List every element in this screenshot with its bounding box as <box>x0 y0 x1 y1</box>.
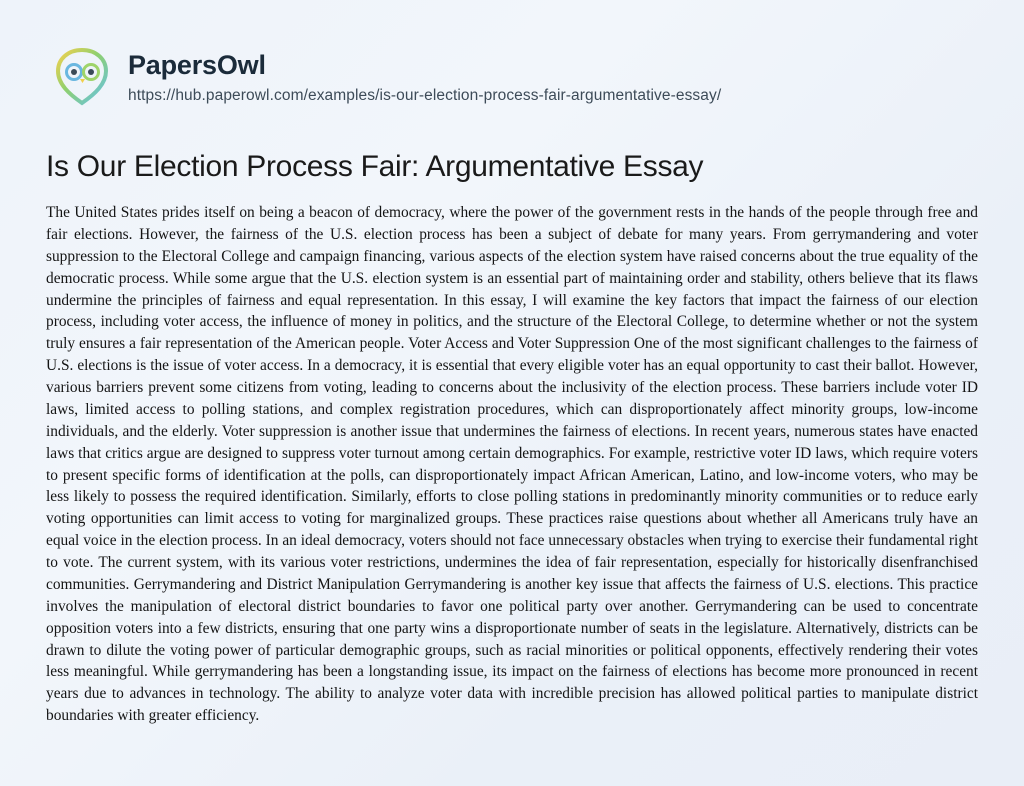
owl-logo-icon <box>50 44 114 108</box>
essay-body: The United States prides itself on being a beacon of democracy, where the power of the government rests in the hands of the people through free and fair elections. However, the fairness of the U.S. election process has been a subject of debate for many years. From gerrymandering and voter suppression to the Electoral College and campaign financing, various aspects of the election system have raised concerns about the true equality of the democratic process. While some argue that the U.S. election system is an essential part of maintaining order and stability, others believe that its flaws undermine the principles of fairness and equal representation. In this essay, I will examine the key factors that impact the fairness of our election process, including voter access, the influence of money in politics, and the structure of the Electoral College, to determine whether or not the system truly ensures a fair representation of the American people. Voter Access and Voter Suppression One of the most significant challenges to the fairness of U.S. elections is the issue of voter access. In a democracy, it is essential that every eligible voter has an equal opportunity to cast their ballot. However, various barriers prevent some citizens from voting, leading to concerns about the inclusivity of the election process. These barriers include voter ID laws, limited access to polling stations, and complex registration procedures, which can disproportionately affect minority groups, low-income individuals, and the elderly. Voter suppression is another issue that undermines the fairness of elections. In recent years, numerous states have enacted laws that critics argue are designed to suppress voter turnout among certain demographics. For example, restrictive voter ID laws, which require voters to present specific forms of identification at the polls, can disproportionately impact African American, Latino, and low-income voters, who may be less likely to possess the required identification. Similarly, efforts to close polling stations in predominantly minority communities or to reduce early voting opportunities can limit access to voting for marginalized groups. These practices raise questions about whether all Americans truly have an equal voice in the election process. In an ideal democracy, voters should not face unnecessary obstacles when trying to exercise their fundamental right to vote. The current system, with its various voter restrictions, undermines the idea of fair representation, especially for historically disenfranchised communities. Gerrymandering and District Manipulation Gerrymandering is another key issue that affects the fairness of U.S. elections. This practice involves the manipulation of electoral district boundaries to favor one political party over another. Gerrymandering can be used to concentrate opposition voters into a few districts, ensuring that one party wins a disproportionate number of seats in the legislature. Alternatively, districts can be drawn to dilute the voting power of particular demographic groups, such as racial minorities or political opponents, effectively rendering their votes less meaningful. While gerrymandering has been a longstanding issue, its impact on the fairness of elections has become more pronounced in recent years due to advances in technology. The ability to analyze voter data with incredible precision has allowed political parties to manipulate district boundaries with greater efficiency. <box>46 204 978 725</box>
brand-name: PapersOwl <box>128 50 266 81</box>
page-title: Is Our Election Process Fair: Argumentative Essay <box>46 150 704 183</box>
brand-text <box>128 47 721 105</box>
source-url[interactable]: https://hub.paperowl.com/examples/is-our-election-process-fair-argumentative-essay/ <box>128 86 722 104</box>
site-header <box>46 44 978 108</box>
